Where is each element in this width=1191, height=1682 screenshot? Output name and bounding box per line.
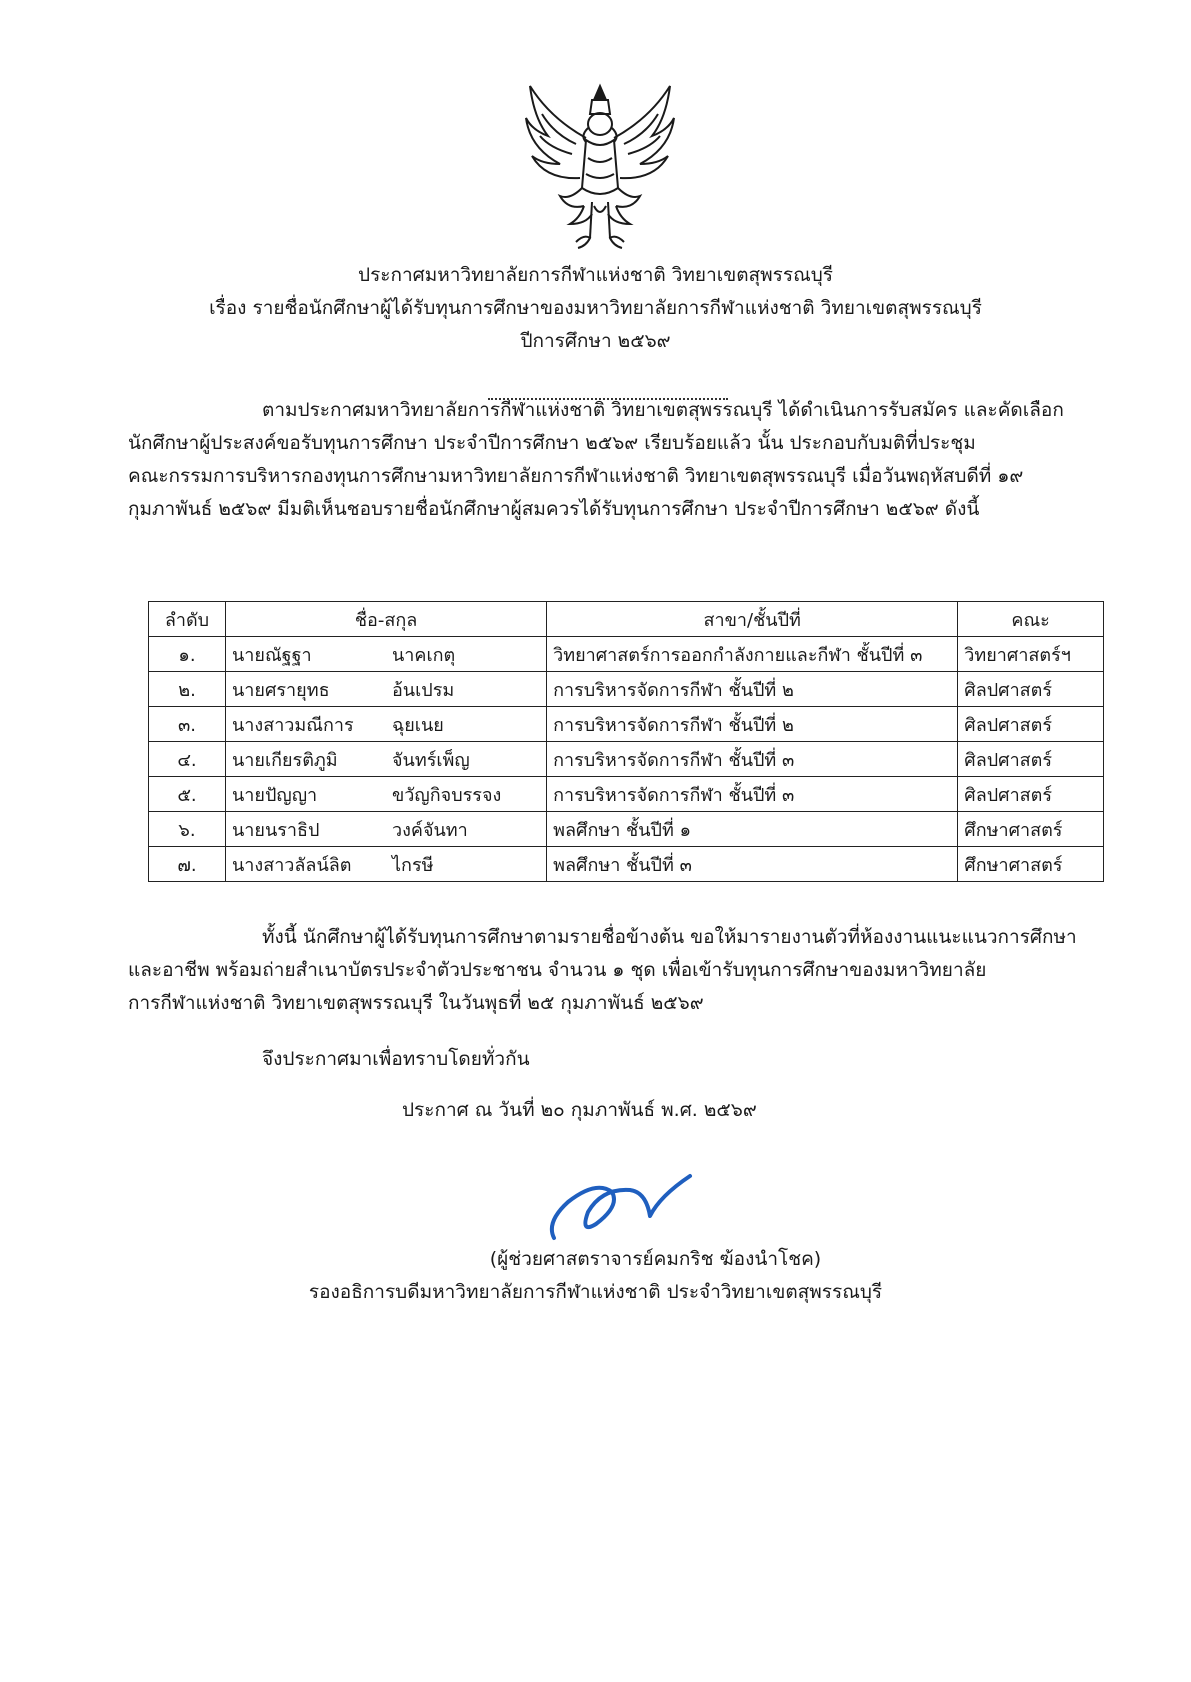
row-name [226, 742, 547, 777]
table-header-row [149, 602, 1104, 637]
row-major: พลศึกษา ชั้นปีที่ ๓ [547, 847, 958, 882]
surname: ไกรษี [392, 854, 434, 876]
table-row [149, 672, 1104, 707]
given-name: นายนราธิป [232, 819, 320, 841]
closing-line-1: ทั้งนี้ นักศึกษาผู้ได้รับทุนการศึกษาตามรายชื่อข้างต้น ขอให้มารายงานตัวที่ห้องงานแนะแนวการศึกษา [262, 926, 1077, 948]
header-faculty: คณะ [958, 602, 1104, 637]
row-faculty: ศิลปศาสตร์ [958, 777, 1104, 812]
table-row [149, 707, 1104, 742]
given-name: นายเกียรติภูมิ [232, 749, 338, 771]
row-major: การบริหารจัดการกีฬา ชั้นปีที่ ๓ [547, 777, 958, 812]
row-name [226, 812, 547, 847]
given-name: นายศรายุทธ [232, 679, 330, 701]
row-faculty: ศิลปศาสตร์ [958, 672, 1104, 707]
signatory-position: รองอธิการบดีมหาวิทยาลัยการกีฬาแห่งชาติ ประจำวิทยาเขตสุพรรณบุรี [308, 1281, 883, 1303]
row-faculty: ศึกษาศาสตร์ [958, 812, 1104, 847]
header-major: สาขา/ชั้นปีที่ [547, 602, 958, 637]
given-name: นางสาวลัลน์ลิต [232, 854, 352, 876]
intro-line-4: กุมภาพันธ์ ๒๕๖๙ มีมติเห็นชอบรายชื่อนักศึกษาผู้สมควรได้รับทุนการศึกษา ประจำปีการศึกษา ๒๕๖๙ ดังนี้ [128, 498, 980, 520]
row-no: ๗. [149, 847, 226, 882]
surname: อ้นเปรม [392, 679, 455, 701]
row-major: การบริหารจัดการกีฬา ชั้นปีที่ ๒ [547, 672, 958, 707]
surname: จันทร์เพ็ญ [392, 749, 470, 771]
row-no: ๖. [149, 812, 226, 847]
row-major: พลศึกษา ชั้นปีที่ ๑ [547, 812, 958, 847]
announcement-title: ประกาศมหาวิทยาลัยการกีฬาแห่งชาติ วิทยาเขตสุพรรณบุรี [358, 264, 833, 286]
garuda-emblem-icon [520, 78, 680, 258]
row-faculty: ศิลปศาสตร์ [958, 707, 1104, 742]
row-name [226, 777, 547, 812]
surname: ฉุยเนย [392, 714, 444, 736]
header-name: ชื่อ-สกุล [226, 602, 547, 637]
given-name: นายณัฐฐา [232, 644, 312, 666]
closing-notice: จึงประกาศมาเพื่อทราบโดยทั่วกัน [262, 1048, 530, 1070]
surname: นาคเกตุ [392, 644, 456, 666]
given-name: นายปัญญา [232, 784, 318, 806]
closing-line-3: การกีฬาแห่งชาติ วิทยาเขตสุพรรณบุรี ในวันพุธที่ ๒๕ กุมภาพันธ์ ๒๕๖๙ [128, 992, 704, 1014]
row-name [226, 707, 547, 742]
row-faculty: ศึกษาศาสตร์ [958, 847, 1104, 882]
table-row [149, 812, 1104, 847]
intro-line-1: ตามประกาศมหาวิทยาลัยการกีฬาแห่งชาติ วิทยาเขตสุพรรณบุรี ได้ดำเนินการรับสมัคร และคัดเลือก [262, 399, 1064, 421]
table-row [149, 742, 1104, 777]
row-major: การบริหารจัดการกีฬา ชั้นปีที่ ๒ [547, 707, 958, 742]
row-no: ๑. [149, 637, 226, 672]
announcement-subject: เรื่อง รายชื่อนักศึกษาผู้ได้รับทุนการศึกษาของมหาวิทยาลัยการกีฬาแห่งชาติ วิทยาเขตสุพรรณบุรี [209, 297, 982, 319]
surname: ขวัญกิจบรรจง [392, 784, 502, 806]
announcement-date: ประกาศ ณ วันที่ ๒๐ กุมภาพันธ์ พ.ศ. ๒๕๖๙ [402, 1099, 757, 1121]
academic-year: ปีการศึกษา ๒๕๖๙ [520, 330, 671, 352]
row-faculty: วิทยาศาสตร์ฯ [958, 637, 1104, 672]
closing-line-2: และอาชีพ พร้อมถ่ายสำเนาบัตรประจำตัวประชาชน จำนวน ๑ ชุด เพื่อเข้ารับทุนการศึกษาของมหาวิทยาลัย [128, 959, 987, 981]
row-no: ๓. [149, 707, 226, 742]
row-no: ๔. [149, 742, 226, 777]
row-faculty: ศิลปศาสตร์ [958, 742, 1104, 777]
table-row [149, 637, 1104, 672]
signatory-name: (ผู้ช่วยศาสตราจารย์คมกริช ฆ้องนำโชค) [489, 1248, 822, 1270]
intro-line-2: นักศึกษาผู้ประสงค์ขอรับทุนการศึกษา ประจำปีการศึกษา ๒๕๖๙ เรียบร้อยแล้ว นั้น ประกอบกับมติที่ประชุม [128, 432, 976, 454]
row-name [226, 637, 547, 672]
surname: วงค์จันทา [392, 819, 468, 841]
row-no: ๕. [149, 777, 226, 812]
row-no: ๒. [149, 672, 226, 707]
table-row [149, 847, 1104, 882]
signature-icon [540, 1162, 720, 1248]
row-name [226, 672, 547, 707]
scholarship-table [148, 601, 1104, 882]
row-major: วิทยาศาสตร์การออกกำลังกายและกีฬา ชั้นปีที่ ๓ [547, 637, 958, 672]
table-row [149, 777, 1104, 812]
header-no: ลำดับ [149, 602, 226, 637]
intro-line-3: คณะกรรมการบริหารกองทุนการศึกษามหาวิทยาลัยการกีฬาแห่งชาติ วิทยาเขตสุพรรณบุรี เมื่อวันพฤหัสบดีที่ ๑๙ [128, 465, 1024, 487]
row-name [226, 847, 547, 882]
given-name: นางสาวมณีการ [232, 714, 354, 736]
row-major: การบริหารจัดการกีฬา ชั้นปีที่ ๓ [547, 742, 958, 777]
